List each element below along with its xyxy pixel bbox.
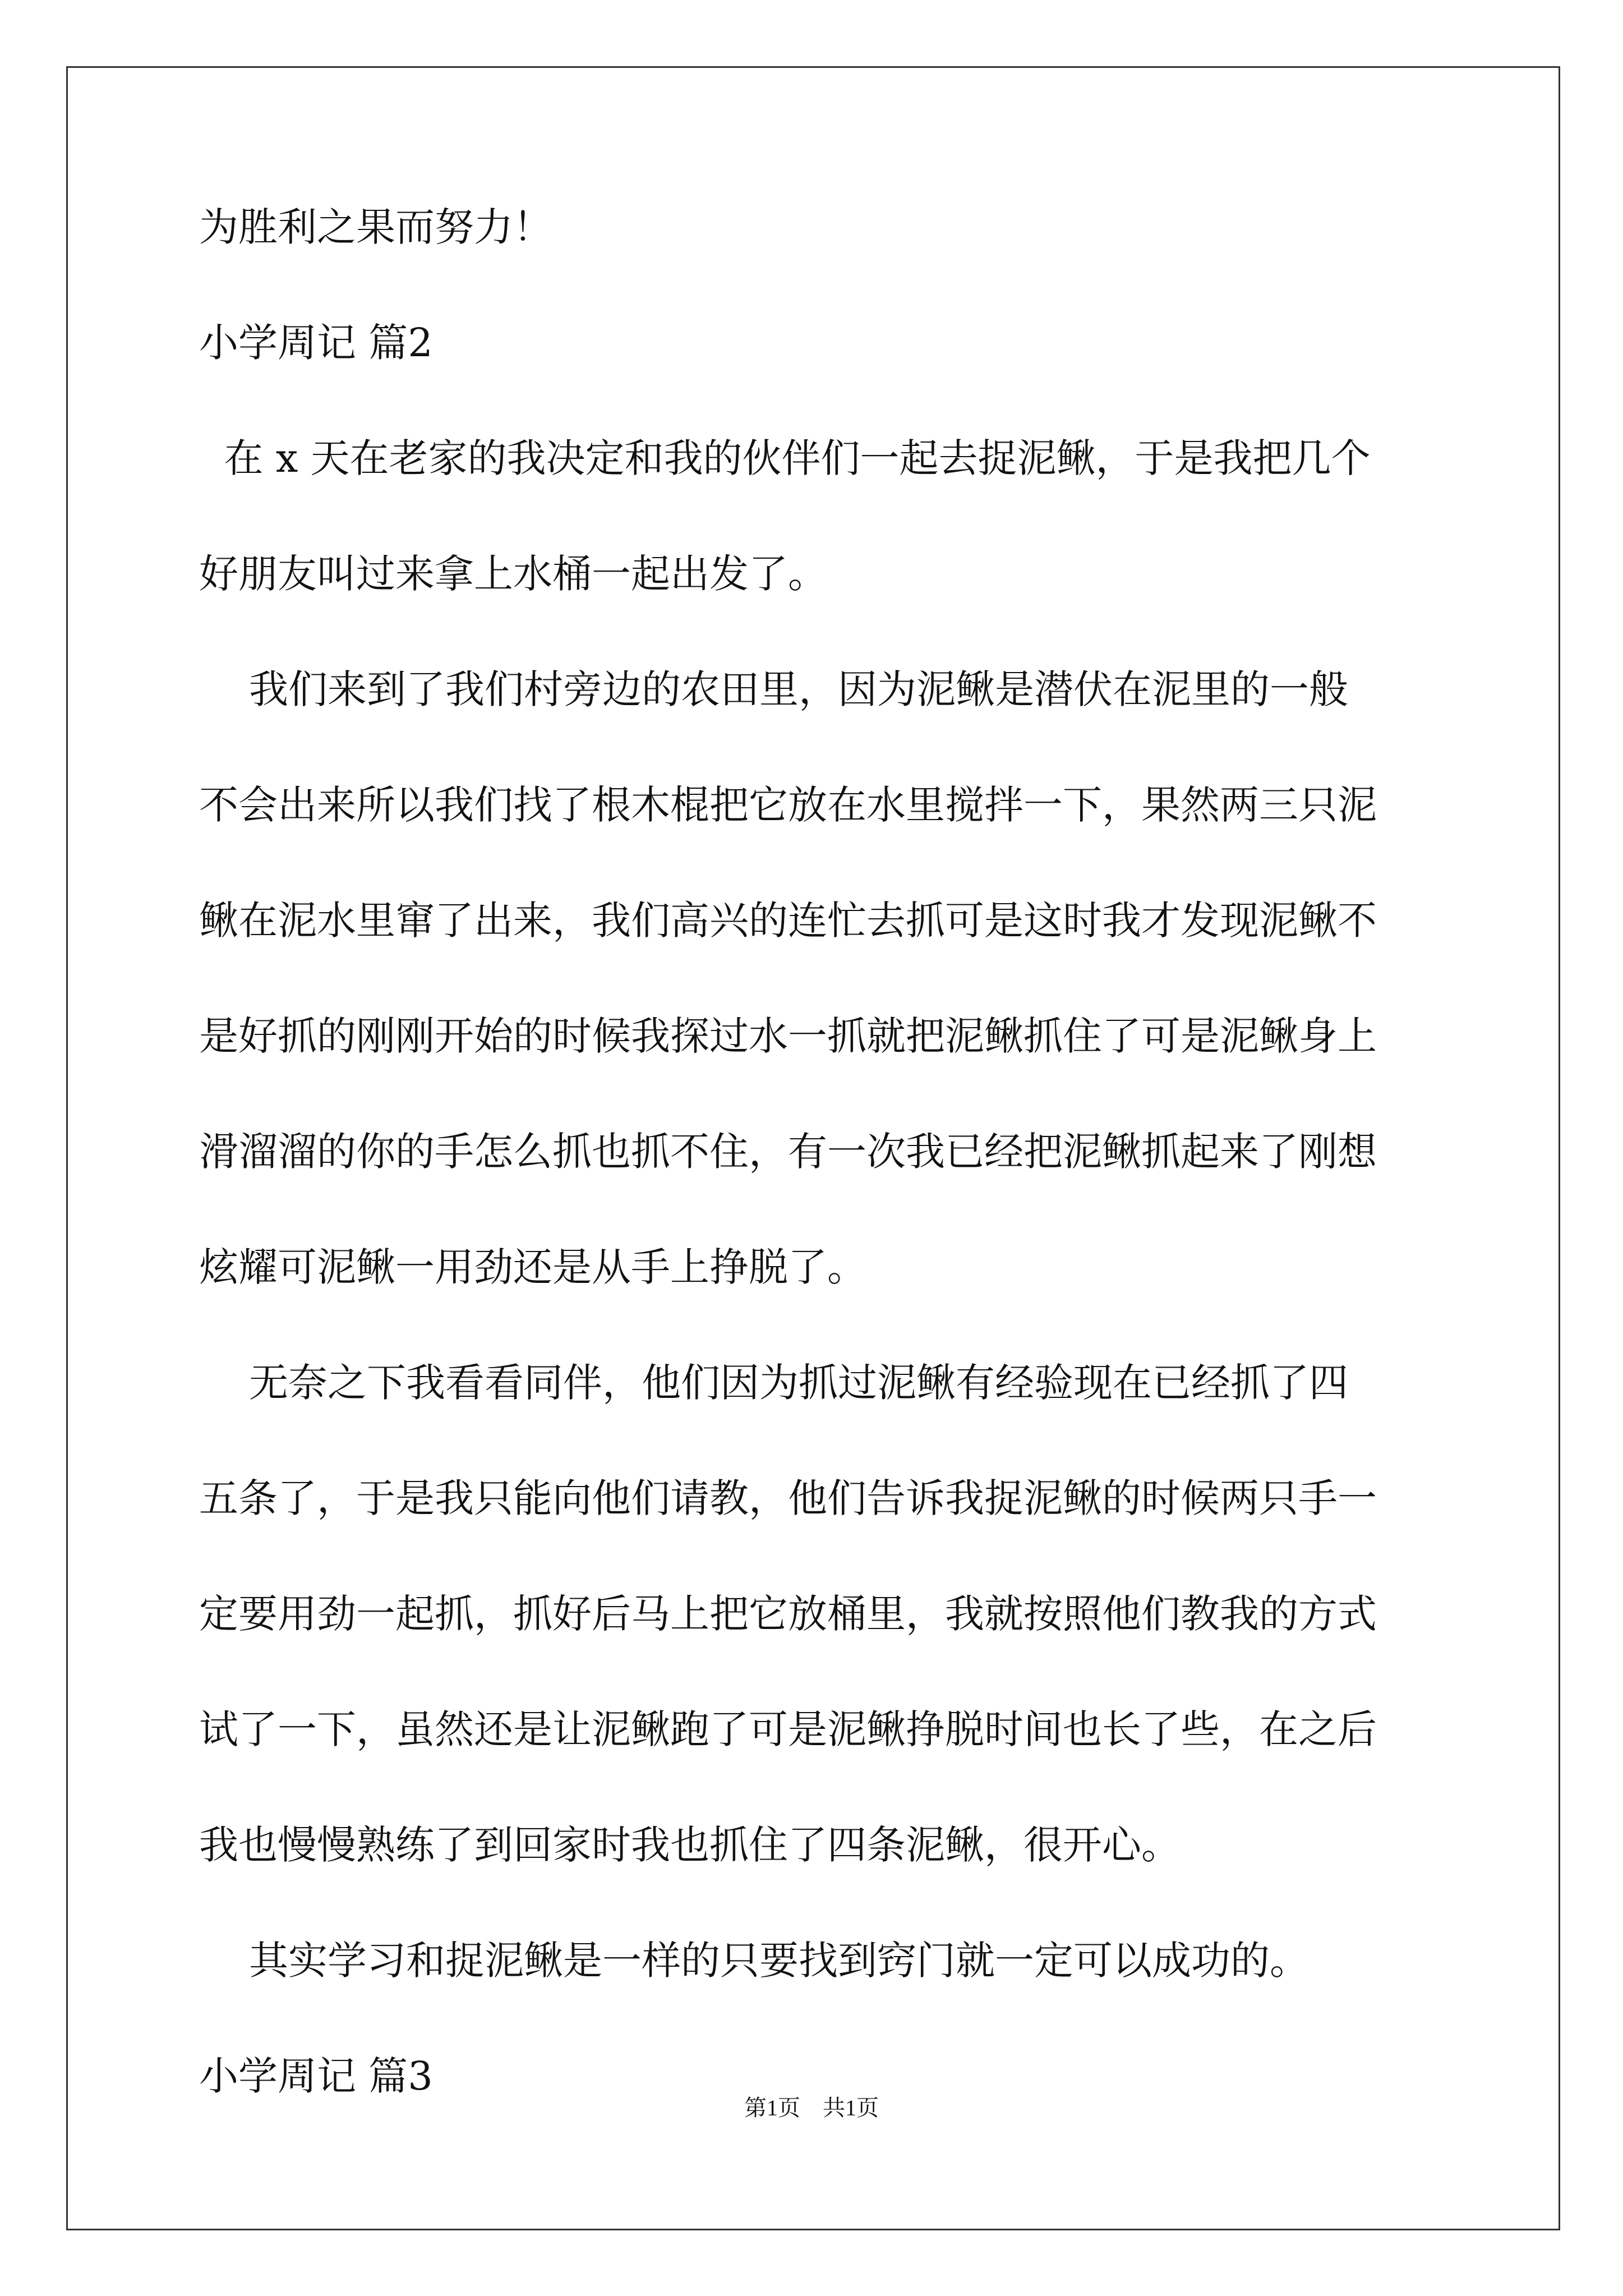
text-line: 我们来到了我们村旁边的农田里，因为泥鳅是潜伏在泥里的一般 — [199, 666, 1349, 712]
text-line: 我也慢慢熟练了到回家时我也抓住了四条泥鳅，很开心。 — [199, 1822, 1181, 1868]
text-line: 其实学习和捉泥鳅是一样的只要找到窍门就一定可以成功的。 — [199, 1938, 1310, 1984]
text-line: 是好抓的刚刚开始的时候我探过水一抓就把泥鳅抓住了可是泥鳅身上 — [199, 1013, 1377, 1059]
text-line: 好朋友叫过来拿上水桶一起出发了。 — [199, 551, 827, 597]
page-number: 第1页 — [744, 2095, 800, 2120]
text-line: 滑溜溜的你的手怎么抓也抓不住，有一次我已经把泥鳅抓起来了刚想 — [199, 1129, 1377, 1175]
page-footer — [0, 2097, 1623, 2119]
text-line: 炫耀可泥鳅一用劲还是从手上挣脱了。 — [199, 1244, 866, 1290]
text-line: 无奈之下我看看同伴，他们因为抓过泥鳅有经验现在已经抓了四 — [199, 1360, 1349, 1406]
text-line: 不会出来所以我们找了根木棍把它放在水里搅拌一下，果然两三只泥 — [199, 782, 1377, 828]
text-line: 在 x 天在老家的我决定和我的伙伴们一起去捉泥鳅，于是我把几个 — [199, 435, 1371, 481]
text-line: 定要用劲一起抓，抓好后马上把它放桶里，我就按照他们教我的方式 — [199, 1591, 1377, 1637]
text-line: 试了一下，虽然还是让泥鳅跑了可是泥鳅挣脱时间也长了些，在之后 — [199, 1706, 1377, 1752]
document-body — [199, 204, 1433, 2172]
text-line: 五条了，于是我只能向他们请教，他们告诉我捉泥鳅的时候两只手一 — [199, 1475, 1377, 1521]
section-heading: 小学周记 篇3 — [199, 2053, 433, 2099]
text-line: 鳅在泥水里窜了出来，我们高兴的连忙去抓可是这时我才发现泥鳅不 — [199, 898, 1377, 944]
section-heading: 小学周记 篇2 — [199, 320, 433, 366]
text-line: 为胜利之果而努力！ — [199, 204, 552, 250]
page-total: 共1页 — [823, 2095, 879, 2120]
